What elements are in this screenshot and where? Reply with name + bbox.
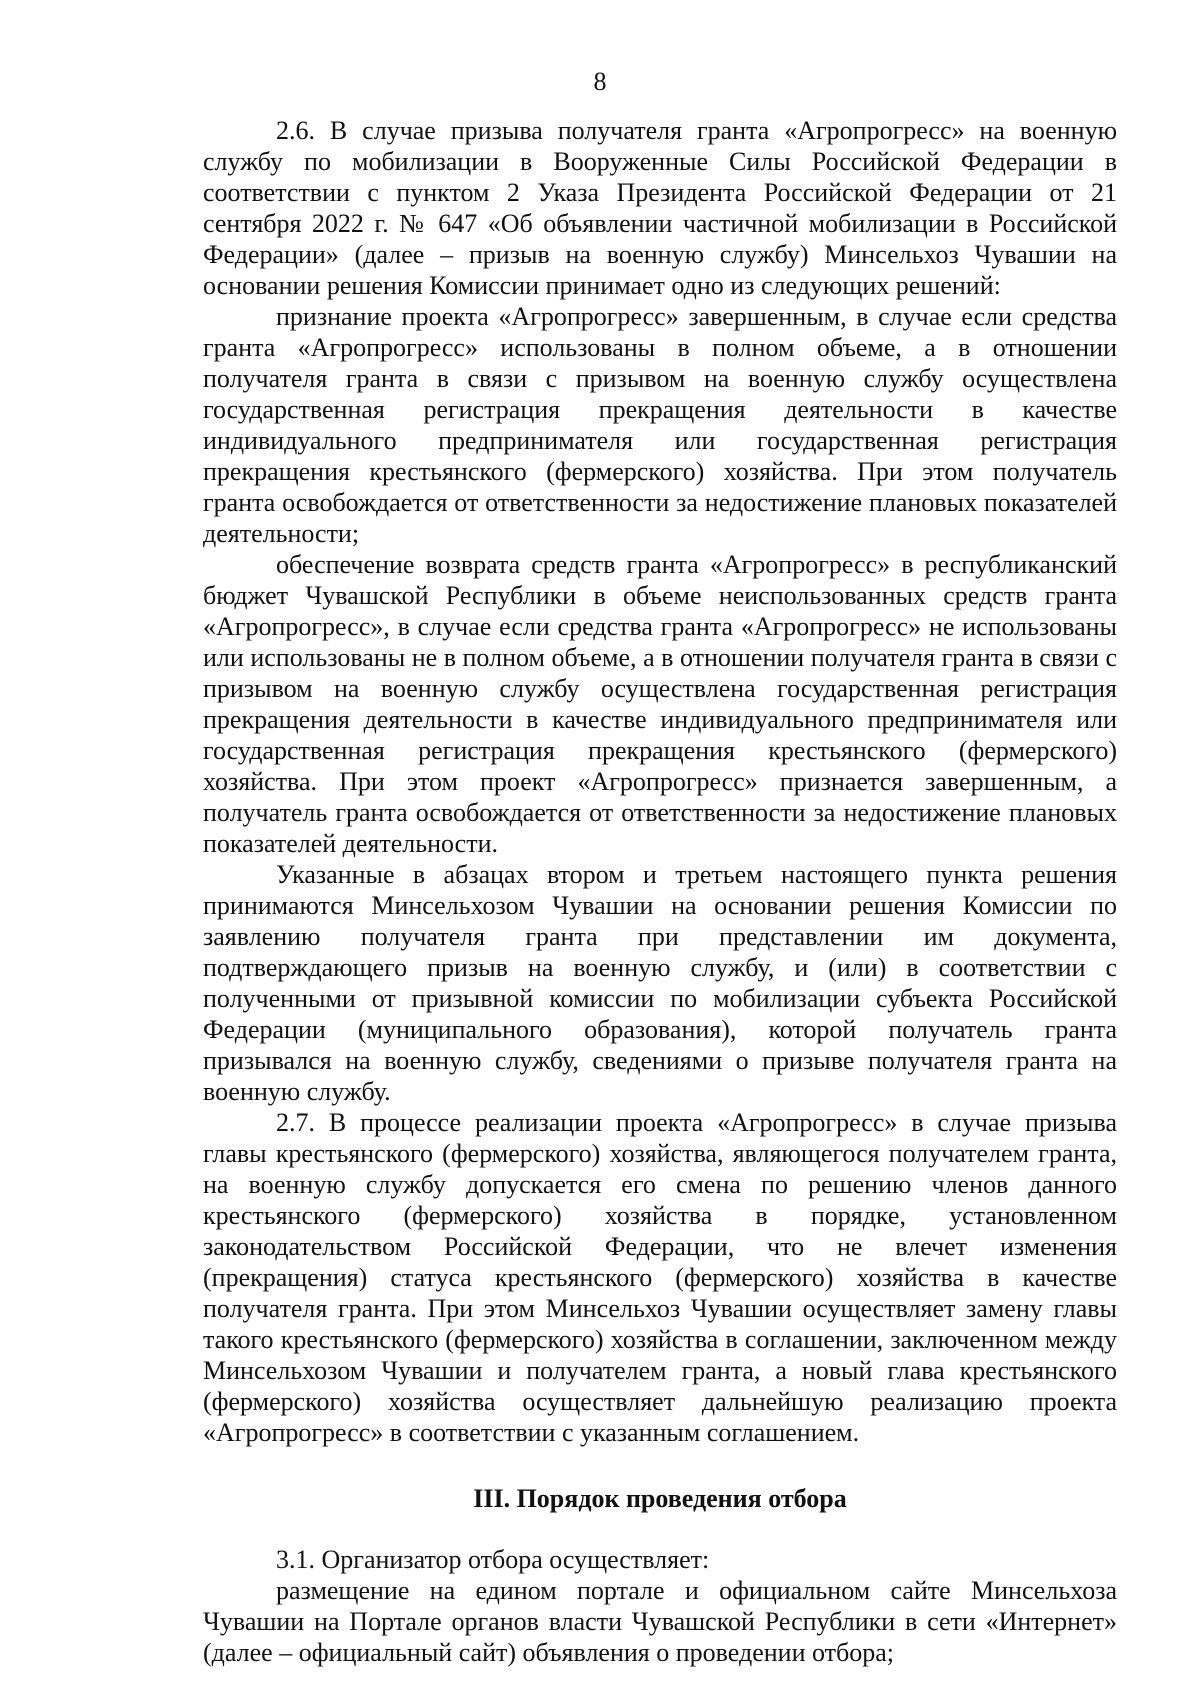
paragraph-decisions-basis: Указанные в абзацах втором и третьем настоящего пункта решения принимаются Минсельхозом Чувашии на основании решения Комиссии по заявлению получателя гранта при представлении им документа, подтверждающего призыв на военную службу, и (или) в соответствии с полученными от призывной комиссии по мобилизации субъекта Российской Федерации (муниципального образования), которой получатель гранта призывался на военную службу, сведениями о призыве получателя гранта на военную службу. <box>203 860 1117 1106</box>
page-number: 8 <box>593 67 607 96</box>
section-heading: III. Порядок проведения отбора <box>473 1484 847 1513</box>
paragraph-announcement-placement: размещение на едином портале и официальном сайте Минсельхоза Чувашии на Портале органов власти Чувашской Республики в сети «Интернет» (далее – официальный сайт) объявления о проведении отбора; <box>203 1576 1117 1667</box>
paragraph-2-7: 2.7. В процессе реализации проекта «Агропрогресс» в случае призыва главы крестьянского (фермерского) хозяйства, являющегося получателем гранта, на военную службу допускается его смена по решению членов данного крестьянского (фермерского) хозяйства в порядке, установленном законодательством Российской Федерации, что не влечет изменения (прекращения) статуса крестьянского (фермерского) хозяйства в качестве получателя гранта. При этом Минсельхоз Чувашии осуществляет замену главы такого крестьянского (фермерского) хозяйства в соглашении, заключенном между Минсельхозом Чувашии и получателем гранта, а новый глава крестьянского (фермерского) хозяйства осуществляет дальнейшую реализацию проекта «Агропрогресс» в соответствии с указанным соглашением. <box>203 1108 1117 1447</box>
document-body <box>203 115 1117 1668</box>
paragraph-grant-return: обеспечение возврата средств гранта «Агропрогресс» в республиканский бюджет Чувашской Республики в объеме неиспользованных средств гранта «Агропрогресс», в случае если средства гранта «Агропрогресс» не использованы или использованы не в полном объеме, а в отношении получателя гранта в связи с призывом на военную службу осуществлена государственная регистрация прекращения деятельности в качестве индивидуального предпринимателя или государственная регистрация прекращения крестьянского (фермерского) хозяйства. При этом проект «Агропрогресс» признается завершенным, а получатель гранта освобождается от ответственности за недостижение плановых показателей деятельности. <box>203 550 1117 858</box>
paragraph-2-6: 2.6. В случае призыва получателя гранта «Агропрогресс» на военную службу по мобилизации в Вооруженные Силы Российской Федерации в соответствии с пунктом 2 Указа Президента Российской Федерации от 21 сентября 2022 г. № 647 «Об объявлении частичной мобилизации в Российской Федерации» (далее – призыв на военную службу) Минсельхоз Чувашии на основании решения Комиссии принимает одно из следующих решений: <box>203 116 1117 300</box>
paragraph-project-completed: признание проекта «Агропрогресс» завершенным, в случае если средства гранта «Агропрогресс» использованы в полном объеме, а в отношении получателя гранта в связи с призывом на военную службу осуществлена государственная регистрация прекращения деятельности в качестве индивидуального предпринимателя или государственная регистрация прекращения крестьянского (фермерского) хозяйства. При этом получатель гранта освобождается от ответственности за недостижение плановых показателей деятельности; <box>203 302 1117 548</box>
paragraph-3-1: 3.1. Организатор отбора осуществляет: <box>276 1545 710 1574</box>
